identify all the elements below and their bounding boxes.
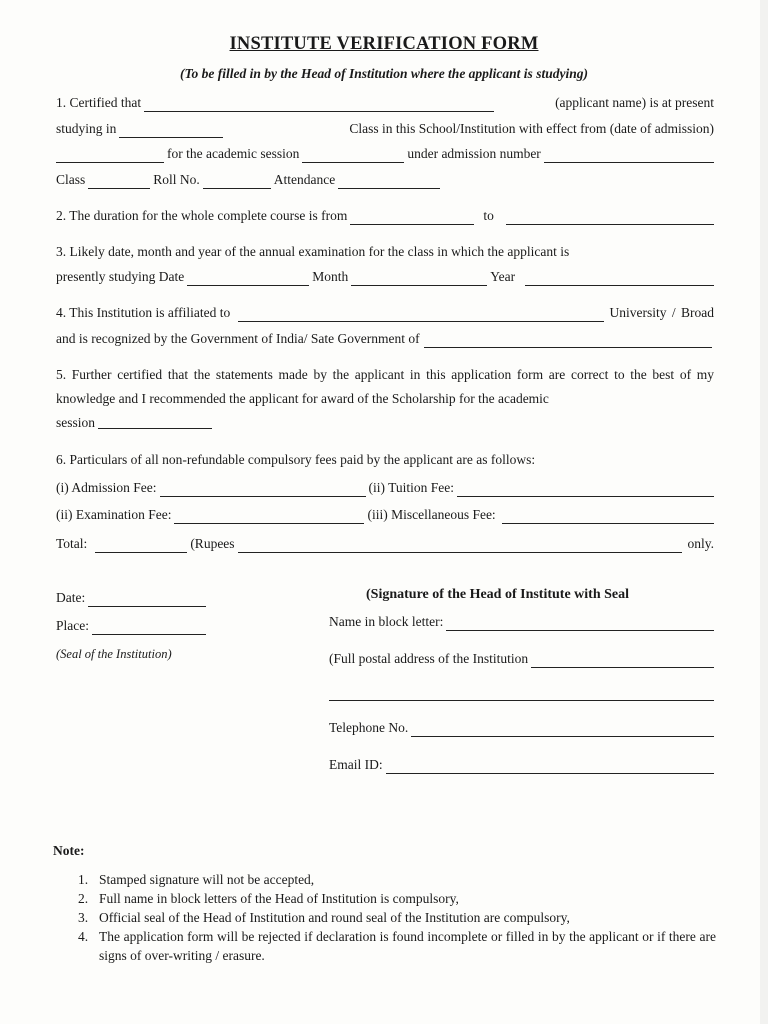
place-line [56, 617, 206, 635]
s6-rupees-label: (Rupees [190, 536, 235, 551]
s4-affiliated-label: 4. This Institution is affiliated to [56, 305, 231, 320]
note-text: The application form will be rejected if declaration is found incomplete or filled in by the applicant or if there are signs of over-writing / erasure. [99, 929, 716, 963]
place-label: Place: [56, 618, 89, 633]
s1-class-label: Class [56, 172, 86, 187]
note-number: 3. [78, 910, 89, 925]
telephone-label: Telephone No. [329, 720, 409, 735]
telephone-line [329, 719, 714, 737]
miscellaneous-fee-field[interactable] [502, 509, 714, 524]
s1-line-3 [56, 145, 714, 163]
note-item [78, 908, 716, 927]
note-number: 2. [78, 891, 89, 906]
note-item [78, 870, 716, 889]
address-line-2 [329, 686, 714, 701]
s2-line [56, 207, 714, 225]
total-in-words-field[interactable] [238, 538, 682, 553]
email-field[interactable] [386, 759, 714, 774]
s1-admission-label: Class in this School/Institution with effect from (date of admission) [349, 121, 714, 136]
seal-line [56, 645, 256, 663]
date-field[interactable] [88, 592, 206, 607]
admission-fee-field[interactable] [160, 482, 366, 497]
s1-line-1 [56, 94, 714, 112]
address-field-2[interactable] [329, 686, 714, 701]
total-fee-field[interactable] [95, 538, 187, 553]
s1-session-label: for the academic session [167, 146, 300, 161]
s3-line-1 [56, 243, 714, 261]
admission-date-field[interactable] [56, 148, 164, 163]
s6-line-3 [56, 506, 714, 524]
address-label: (Full postal address of the Institution [329, 651, 529, 666]
notes-list [78, 870, 716, 965]
email-label: Email ID: [329, 757, 383, 772]
seal-label: (Seal of the Institution) [56, 647, 172, 661]
exam-month-field[interactable] [351, 271, 487, 286]
s6-misc-label: (iii) Miscellaneous Fee: [367, 507, 496, 522]
s3-exam-label: 3. Likely date, month and year of the annual examination for the class in which the applicant is [56, 244, 570, 259]
address-line [329, 650, 714, 668]
telephone-field[interactable] [411, 722, 714, 737]
s6-line-2 [56, 479, 714, 497]
class-studying-field[interactable] [119, 123, 223, 138]
signature-heading: (Signature of the Head of Institute with Seal [366, 587, 630, 602]
date-label: Date: [56, 590, 86, 605]
academic-session-field[interactable] [302, 148, 404, 163]
s3-year-label: Year [490, 269, 516, 284]
s4-line-2 [56, 330, 714, 348]
note-title: Note: [53, 843, 85, 858]
s6-line-4 [56, 535, 714, 553]
note-text: Full name in block letters of the Head of Institution is compulsory, [99, 891, 459, 906]
s1-studying-label: studying in [56, 121, 117, 136]
note-text: Official seal of the Head of Institution and round seal of the Institution are compulsory, [99, 910, 570, 925]
tuition-fee-field[interactable] [457, 482, 714, 497]
roll-number-field[interactable] [203, 174, 271, 189]
course-to-field[interactable] [506, 210, 714, 225]
s1-line-2 [56, 120, 714, 138]
s1-attendance-label: Attendance [273, 172, 336, 187]
s1-certified-label: 1. Certified that [56, 95, 142, 110]
scholarship-session-field[interactable] [98, 414, 212, 429]
state-government-field[interactable] [424, 333, 712, 348]
s4-line-1 [56, 304, 714, 322]
s3-date-label: presently studying Date [56, 269, 185, 284]
course-from-field[interactable] [350, 210, 474, 225]
note-text: Stamped signature will not be accepted, [99, 872, 315, 887]
note-number: 1. [78, 872, 89, 887]
place-field[interactable] [92, 620, 206, 635]
exam-year-field[interactable] [525, 271, 714, 286]
affiliated-university-field[interactable] [238, 307, 603, 322]
s2-duration-label: 2. The duration for the whole complete course is from [56, 208, 348, 223]
s3-line-2 [56, 268, 714, 286]
s6-line-1 [56, 451, 714, 469]
s4-university-label: University / Broad [609, 305, 714, 320]
s3-month-label: Month [312, 269, 349, 284]
attendance-field[interactable] [338, 174, 440, 189]
s1-applicant-label: (applicant name) is at present [555, 95, 714, 110]
s5-session-label: session [56, 415, 96, 430]
name-line [329, 613, 714, 631]
page-edge-shadow [760, 0, 768, 1024]
name-label: Name in block letter: [329, 614, 444, 629]
admission-number-field[interactable] [544, 148, 714, 163]
s4-recognized-label: and is recognized by the Government of India/ Sate Government of [56, 331, 420, 346]
s2-to-label: to [483, 208, 494, 223]
applicant-name-field[interactable] [144, 97, 494, 112]
s6-fees-label: 6. Particulars of all non-refundable compulsory fees paid by the applicant are as follows: [56, 452, 536, 467]
examination-fee-field[interactable] [174, 509, 364, 524]
s6-tuition-label: (ii) Tuition Fee: [368, 480, 455, 495]
note-number: 4. [78, 929, 89, 944]
s6-exam-label: (ii) Examination Fee: [56, 507, 172, 522]
exam-date-field[interactable] [187, 271, 309, 286]
s6-only-label: only. [687, 536, 714, 551]
address-field-1[interactable] [531, 653, 714, 668]
class-field[interactable] [88, 174, 150, 189]
s6-admission-label: (i) Admission Fee: [56, 480, 157, 495]
s5-paragraph [56, 363, 714, 435]
note-item [78, 927, 716, 965]
form-subtitle: (To be filled in by the Head of Institution where the applicant is studying) [180, 66, 588, 81]
head-name-field[interactable] [446, 616, 714, 631]
s1-roll-label: Roll No. [153, 172, 200, 187]
s1-line-4 [56, 171, 714, 189]
date-line [56, 589, 206, 607]
s5-statement: 5. Further certified that the statements made by the applicant in this application form are correct to the best of my knowledge and I recommended the applicant for award of the Scholarship for the academic [56, 367, 714, 406]
form-title: INSTITUTE VERIFICATION FORM [229, 34, 539, 54]
s1-admission-number-label: under admission number [407, 146, 541, 161]
s6-total-label: Total: [56, 536, 88, 551]
note-item [78, 889, 716, 908]
email-line [329, 756, 714, 774]
